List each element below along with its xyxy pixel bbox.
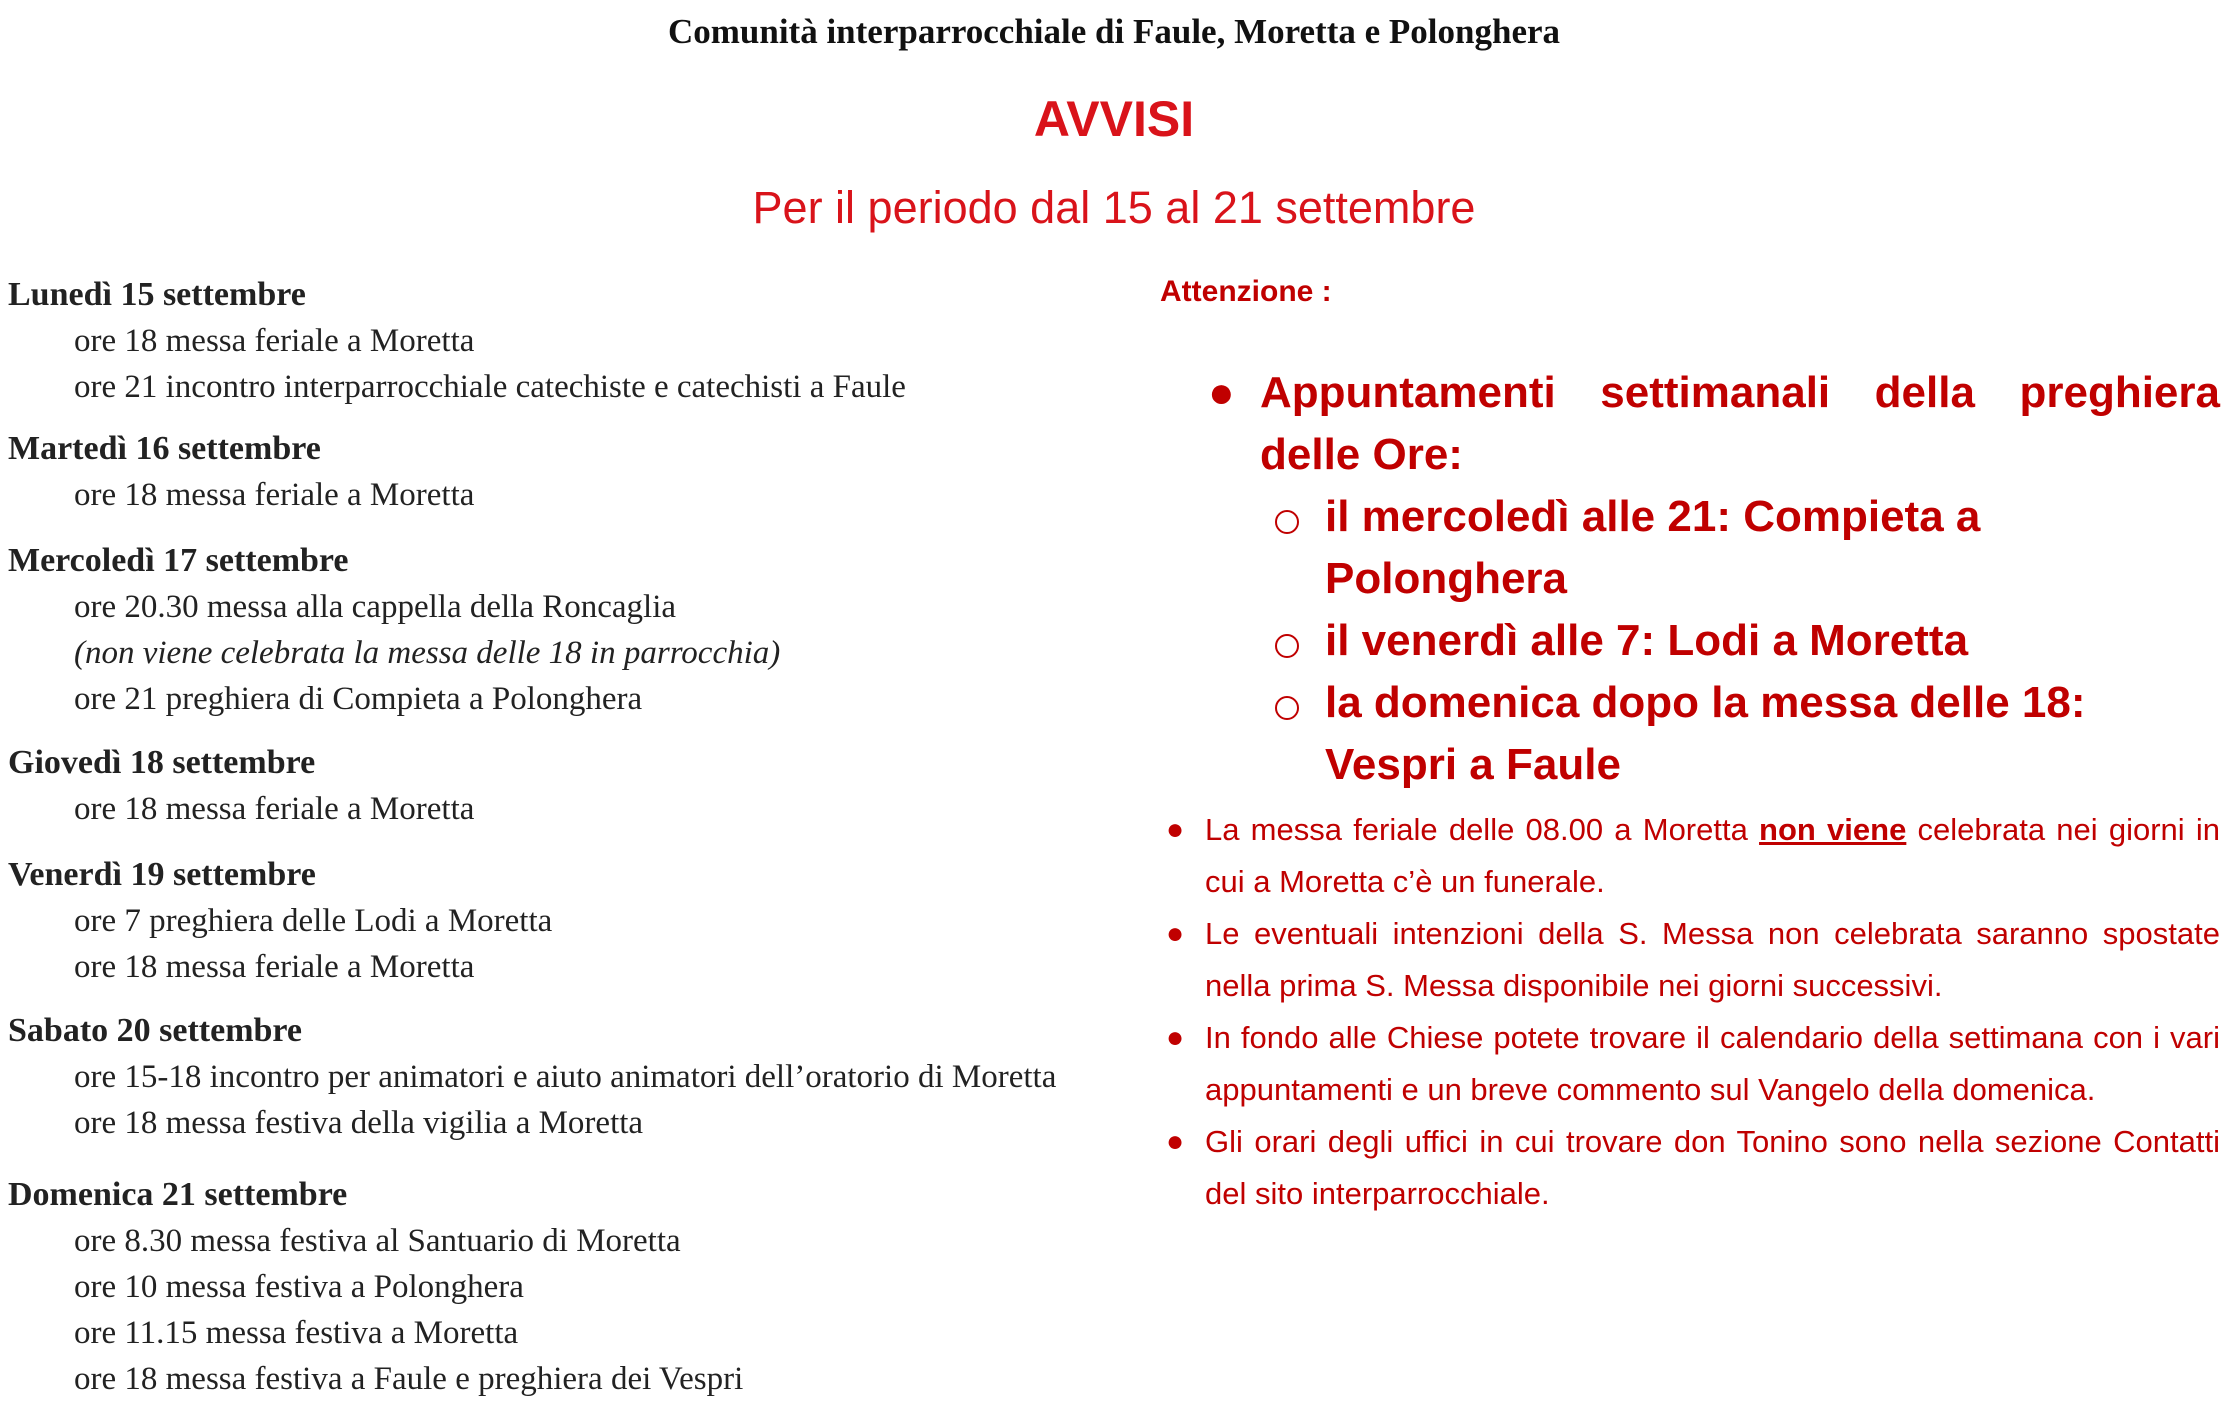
circle-bullet-icon [1275,510,1299,534]
day-thursday [8,740,1128,832]
circle-bullet-icon [1275,634,1299,658]
prayer-hours-item [1160,672,2220,796]
day-monday [8,272,1128,410]
event-item: ore 8.30 messa festiva al Santuario di Moretta [74,1223,681,1259]
event-item: ore 18 messa festiva della vigilia a Moretta [74,1105,644,1141]
day-title: Sabato 20 settembre [8,1012,302,1049]
bullet-icon: ● [1208,368,1235,417]
page-title: AVVISI [1033,91,1195,147]
bullet-icon: ● [1166,813,1185,846]
notice-item [1160,1012,2220,1116]
event-item: ore 18 messa festiva a Faule e preghiera dei Vespri [74,1361,744,1397]
bullet-icon: ● [1166,1021,1185,1054]
event-item: ore 20.30 messa alla cappella della Roncaglia [74,589,677,625]
period-subtitle: Per il periodo dal 15 al 21 settembre [752,182,1476,233]
prayer-hours-text: il venerdì alle 7: Lodi a Moretta [1325,616,1969,665]
prayer-hours-heading-text: Appuntamenti settimanali della preghiera delle Ore: [1260,368,2220,479]
notice-item [1160,908,2220,1012]
circle-bullet-icon [1275,696,1299,720]
event-item: ore 18 messa feriale a Moretta [74,477,475,513]
notice-item [1160,1116,2220,1220]
notice-item [1160,804,2220,908]
community-title: Comunità interparrocchiale di Faule, Moretta e Polonghera [667,12,1561,51]
event-item: ore 7 preghiera delle Lodi a Moretta [74,903,553,939]
prayer-hours-text: la domenica dopo la messa delle 18: Vespri a Faule [1325,678,2086,789]
day-tuesday [8,426,1128,518]
event-item: ore 10 messa festiva a Polonghera [74,1269,524,1305]
bullet-icon: ● [1166,917,1185,950]
day-wednesday [8,538,1128,722]
prayer-hours-item [1160,610,2220,672]
notice-text: Le eventuali intenzioni della S. Messa non celebrata saranno spostate nella prima S. Messa disponibile nei giorni successivi. [1205,916,2220,1003]
day-title: Giovedì 18 settembre [8,744,316,781]
notice-emphasis: non viene [1759,812,1907,847]
prayer-hours-item [1160,486,2220,610]
event-note: (non viene celebrata la messa delle 18 in parrocchia) [74,635,781,671]
notices-panel [1160,272,2220,1220]
weekly-schedule [8,272,1128,1402]
attention-label: Attenzione : [1160,275,1332,308]
event-item: ore 21 preghiera di Compieta a Polonghera [74,681,643,717]
day-sunday [8,1172,1128,1402]
notice-text: Gli orari degli uffici in cui trovare don Tonino sono nella sezione Contatti del sito interparrocchiale. [1205,1124,2220,1211]
day-title: Lunedì 15 settembre [8,276,306,313]
event-item: ore 18 messa feriale a Moretta [74,323,475,359]
prayer-hours-text: il mercoledì alle 21: Compieta a Polonghera [1325,492,1981,603]
notice-text: celebrata nei giorni in cui a Moretta c’è un funerale. [1205,812,2220,899]
prayer-hours-block [1160,362,2220,796]
day-saturday [8,1008,1128,1146]
event-item: ore 18 messa feriale a Moretta [74,791,475,827]
notice-text: In fondo alle Chiese potete trovare il calendario della settimana con i vari appuntamenti e un breve commento sul Vangelo della domenica. [1205,1020,2220,1107]
day-title: Domenica 21 settembre [8,1176,348,1213]
event-item: ore 21 incontro interparrocchiale catechiste e catechisti a Faule [74,369,906,405]
day-friday [8,852,1128,990]
event-item: ore 11.15 messa festiva a Moretta [74,1315,519,1351]
prayer-hours-heading [1160,362,2220,486]
day-title: Venerdì 19 settembre [8,856,316,893]
bullet-icon: ● [1166,1125,1185,1158]
day-title: Mercoledì 17 settembre [8,542,349,579]
notices-list [1160,804,2220,1220]
event-item: ore 15-18 incontro per animatori e aiuto animatori dell’oratorio di Moretta [74,1059,1057,1095]
notice-text: La messa feriale delle 08.00 a Moretta [1205,812,1760,847]
event-item: ore 18 messa feriale a Moretta [74,949,475,985]
day-title: Martedì 16 settembre [8,430,321,467]
